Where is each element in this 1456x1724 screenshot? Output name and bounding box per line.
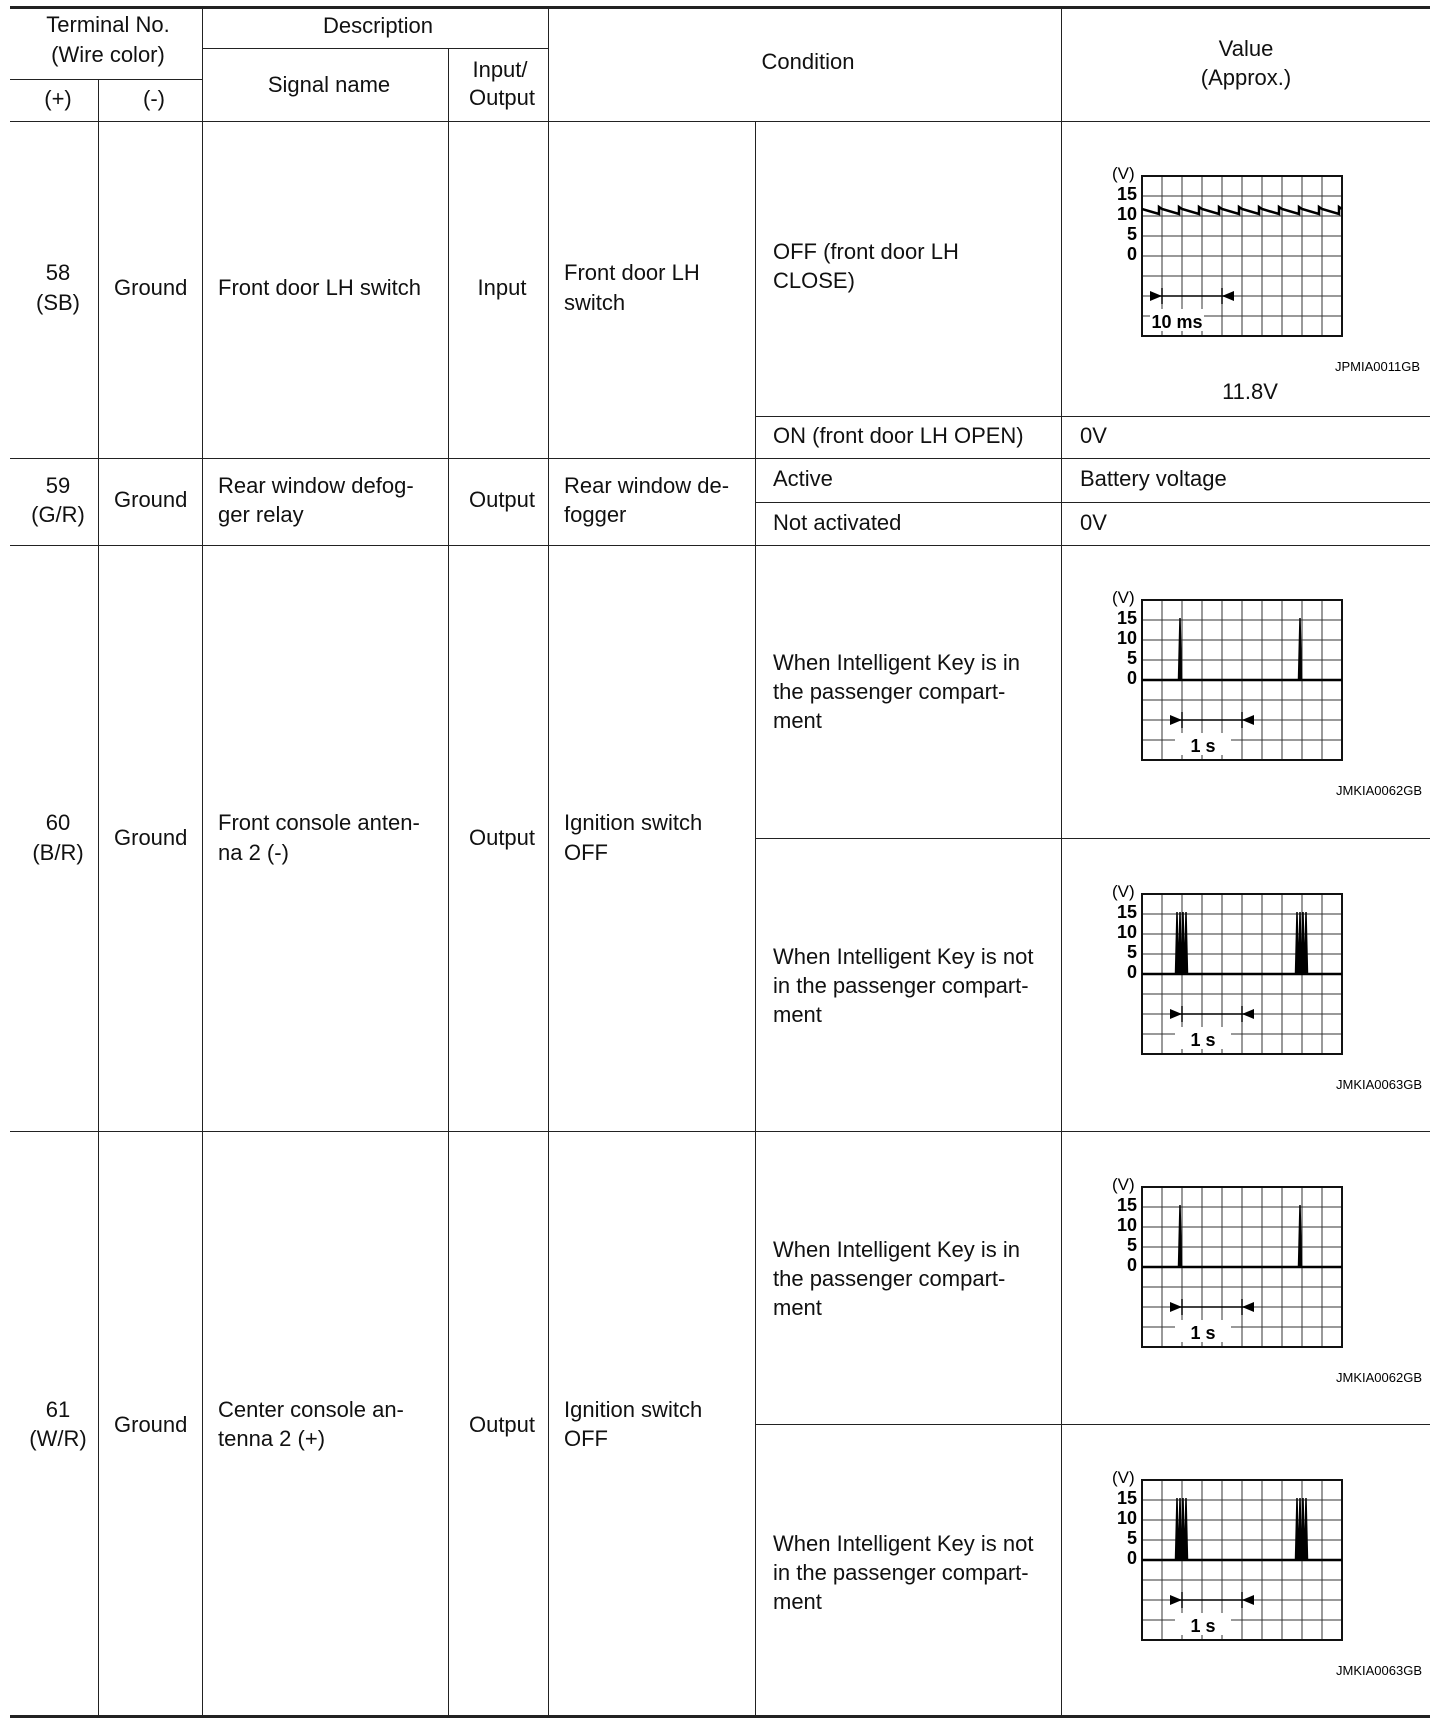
signal-name: na 2 (-) xyxy=(218,840,289,865)
time-scale-label: 1 s xyxy=(1190,736,1216,756)
oscilloscope-waveform xyxy=(1108,160,1428,380)
waveform-spike xyxy=(1299,1205,1302,1267)
signal-name: Front door LH switch xyxy=(218,275,421,300)
header-plus: (+) xyxy=(44,86,72,111)
voltage-value: 0V xyxy=(1080,510,1107,535)
condition: OFF xyxy=(564,1426,608,1451)
row-divider xyxy=(755,502,1430,503)
figure-id: JMKIA0063GB xyxy=(1336,1663,1422,1678)
axis-label: 5 xyxy=(1126,1528,1137,1548)
condition-state: ment xyxy=(773,1295,822,1320)
condition-state: ment xyxy=(773,1002,822,1027)
io-type: Output xyxy=(468,1412,536,1437)
header-signal-name: Signal name xyxy=(267,72,391,97)
time-scale-label: 1 s xyxy=(1190,1616,1216,1636)
oscilloscope-waveform xyxy=(1108,1464,1428,1684)
condition-state: ment xyxy=(773,1589,822,1614)
time-scale-label: 1 s xyxy=(1190,1323,1216,1343)
axis-label: 5 xyxy=(1126,1235,1137,1255)
header-value: Value xyxy=(1218,36,1274,61)
time-scale-marker xyxy=(1170,1592,1254,1608)
condition-state: the passenger compart- xyxy=(773,1266,1006,1291)
condition-state: When Intelligent Key is in xyxy=(773,650,1021,675)
io-type: Output xyxy=(468,487,536,512)
condition: OFF xyxy=(564,840,608,865)
time-scale-marker xyxy=(1170,1299,1254,1315)
condition-state: CLOSE) xyxy=(773,268,855,293)
header-approx: (Approx.) xyxy=(1200,65,1292,90)
ground-label: Ground xyxy=(114,1412,188,1437)
time-scale-label: 1 s xyxy=(1190,1030,1216,1050)
waveform-spike xyxy=(1179,1205,1182,1267)
voltage-value: Battery voltage xyxy=(1080,466,1227,491)
condition: Rear window de- xyxy=(564,473,730,498)
axis-label: (V) xyxy=(1112,882,1135,901)
axis-label: 10 xyxy=(1116,922,1137,942)
condition-state: ON (front door LH OPEN) xyxy=(773,423,1024,448)
condition-state: OFF (front door LH xyxy=(773,239,959,264)
condition: Ignition switch xyxy=(564,810,703,835)
col-divider xyxy=(548,6,549,1716)
figure-id: JPMIA0011GB xyxy=(1334,359,1420,374)
marker-arrow xyxy=(1170,1595,1182,1605)
header-input: Input/ xyxy=(472,57,528,82)
waveform-spike xyxy=(1305,912,1308,974)
waveform-spike xyxy=(1305,1498,1308,1560)
time-scale-label: 10 ms xyxy=(1151,312,1203,332)
terminal-number: 59 xyxy=(45,473,71,498)
row-border xyxy=(10,1131,1430,1132)
condition-state: Not activated xyxy=(773,510,902,535)
axis-label: (V) xyxy=(1112,588,1135,607)
signal-name: Rear window defog- xyxy=(218,473,414,498)
axis-label: 10 xyxy=(1116,204,1137,224)
marker-arrow xyxy=(1170,715,1182,725)
signal-name: tenna 2 (+) xyxy=(218,1426,326,1451)
figure-id: JMKIA0063GB xyxy=(1336,1077,1422,1092)
col-divider xyxy=(1061,6,1062,1716)
ground-label: Ground xyxy=(114,275,188,300)
marker-arrow xyxy=(1150,291,1162,301)
oscilloscope-waveform xyxy=(1108,878,1428,1098)
row-divider xyxy=(755,838,1430,839)
condition-state: ment xyxy=(773,708,822,733)
oscilloscope-waveform xyxy=(1108,584,1428,804)
col-divider xyxy=(202,6,203,1716)
marker-arrow xyxy=(1242,1302,1254,1312)
axis-label: 10 xyxy=(1116,1508,1137,1528)
row-divider xyxy=(755,416,1430,417)
axis-label: 5 xyxy=(1126,648,1137,668)
col-divider xyxy=(448,48,449,1716)
signal-name: Front console anten- xyxy=(218,810,420,835)
header-output: Output xyxy=(468,85,536,110)
io-type: Input xyxy=(477,275,527,300)
row-border xyxy=(10,545,1430,546)
table-bottom-border xyxy=(10,1715,1430,1718)
marker-arrow xyxy=(1170,1302,1182,1312)
waveform-spike xyxy=(1299,618,1302,680)
header-wire-color: (Wire color) xyxy=(51,42,165,67)
axis-label: 15 xyxy=(1116,1488,1137,1508)
axis-label: 5 xyxy=(1126,224,1137,244)
header-minus: (-) xyxy=(143,86,165,111)
header-bottom-border xyxy=(10,121,1430,122)
time-scale-marker xyxy=(1150,288,1234,304)
terminal-number: 60 xyxy=(45,810,71,835)
wire-color: (W/R) xyxy=(29,1426,87,1451)
axis-label: 10 xyxy=(1116,1215,1137,1235)
axis-label: 0 xyxy=(1126,1255,1137,1275)
marker-arrow xyxy=(1222,291,1234,301)
axis-label: (V) xyxy=(1112,1468,1135,1487)
axis-label: 0 xyxy=(1126,668,1137,688)
axis-label: 15 xyxy=(1116,1195,1137,1215)
axis-label: 5 xyxy=(1126,942,1137,962)
header-condition: Condition xyxy=(761,49,855,74)
waveform-spike xyxy=(1185,912,1188,974)
axis-label: 15 xyxy=(1116,902,1137,922)
marker-arrow xyxy=(1242,1595,1254,1605)
col-divider xyxy=(98,79,99,1716)
marker-arrow xyxy=(1242,715,1254,725)
voltage-value: 11.8V xyxy=(1222,379,1278,404)
voltage-value: 0V xyxy=(1080,423,1107,448)
signal-name: Center console an- xyxy=(218,1397,404,1422)
time-scale-marker xyxy=(1170,1006,1254,1022)
figure-id: JMKIA0062GB xyxy=(1336,783,1422,798)
wire-color: (SB) xyxy=(36,290,80,315)
io-type: Output xyxy=(468,825,536,850)
condition-state: When Intelligent Key is in xyxy=(773,1237,1021,1262)
condition: Ignition switch xyxy=(564,1397,703,1422)
axis-label: 0 xyxy=(1126,244,1137,264)
ground-label: Ground xyxy=(114,487,188,512)
condition-state: Active xyxy=(773,466,833,491)
header-divider xyxy=(202,48,548,49)
waveform-spike xyxy=(1185,1498,1188,1560)
condition: fogger xyxy=(564,502,627,527)
row-border xyxy=(10,458,1430,459)
condition-state: in the passenger compart- xyxy=(773,1560,1029,1585)
time-scale-marker xyxy=(1170,712,1254,728)
signal-name: ger relay xyxy=(218,502,304,527)
terminal-number: 58 xyxy=(45,260,71,285)
col-divider xyxy=(755,121,756,1716)
axis-label: 0 xyxy=(1126,962,1137,982)
oscilloscope-waveform xyxy=(1108,1171,1428,1391)
header-description: Description xyxy=(322,13,434,38)
waveform-spike xyxy=(1179,618,1182,680)
figure-id: JMKIA0062GB xyxy=(1336,1370,1422,1385)
condition: switch xyxy=(564,290,626,315)
axis-label: 10 xyxy=(1116,628,1137,648)
header-terminal: Terminal No. xyxy=(46,12,170,37)
axis-label: 15 xyxy=(1116,184,1137,204)
ground-label: Ground xyxy=(114,825,188,850)
axis-label: (V) xyxy=(1112,1175,1135,1194)
condition: Front door LH xyxy=(564,260,700,285)
condition-state: the passenger compart- xyxy=(773,679,1006,704)
axis-label: 15 xyxy=(1116,608,1137,628)
condition-state: When Intelligent Key is not xyxy=(773,944,1034,969)
row-divider xyxy=(755,1424,1430,1425)
axis-label: 0 xyxy=(1126,1548,1137,1568)
axis-label: (V) xyxy=(1112,164,1135,183)
wire-color: (G/R) xyxy=(31,502,85,527)
marker-arrow xyxy=(1242,1009,1254,1019)
marker-arrow xyxy=(1170,1009,1182,1019)
condition-state: in the passenger compart- xyxy=(773,973,1029,998)
terminal-number: 61 xyxy=(45,1397,71,1422)
header-divider xyxy=(10,79,202,80)
condition-state: When Intelligent Key is not xyxy=(773,1531,1034,1556)
wire-color: (B/R) xyxy=(32,840,84,865)
table-top-border xyxy=(10,6,1430,9)
